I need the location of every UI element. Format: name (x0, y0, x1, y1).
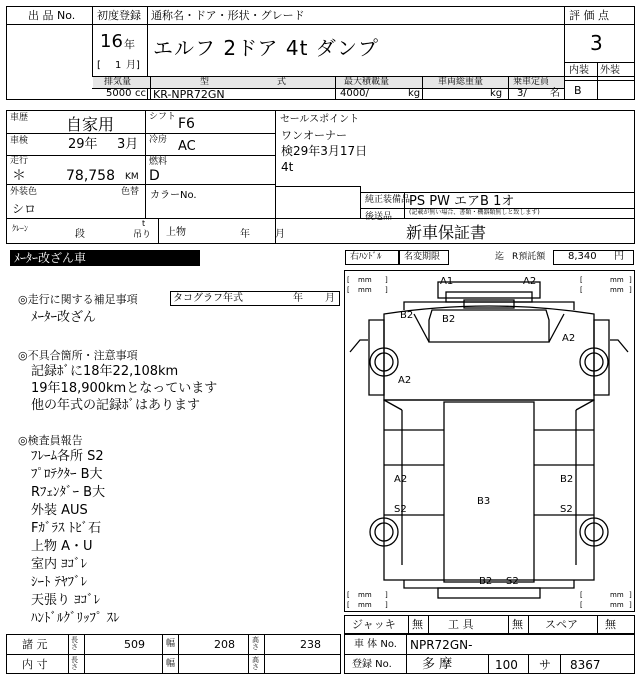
damage-mark: B2 (560, 474, 574, 485)
inspector-line: Rﾌｪﾝﾀﾞｰ B大 (31, 485, 106, 500)
damage-mark: A2 (394, 474, 408, 485)
dims-width: 208 (214, 638, 235, 651)
dims-length-label: 長さ (71, 636, 78, 651)
mm-bracket: ] (385, 601, 388, 609)
mm-label: mm (358, 591, 372, 599)
max-load: 4000/ (340, 88, 369, 99)
color: シロ (12, 202, 37, 216)
first-reg-month-unit: 月] (126, 60, 140, 71)
inspector-line: 天張り ﾖｺﾞﾚ (31, 593, 101, 608)
first-reg-label: 初度登録 (97, 9, 141, 22)
mm-bracket: [ (580, 591, 583, 599)
tools-value: 無 (512, 618, 523, 631)
name-change-until: 迄 (495, 252, 505, 262)
inner-height-label: 高さ (252, 656, 259, 671)
damage-mark: S2 (560, 504, 573, 515)
ac-label: 冷房 (149, 135, 168, 145)
shift-label: シフト (149, 112, 177, 122)
mm-label: mm (610, 601, 624, 609)
inspector-line: ﾊﾝﾄﾞﾙｸﾞﾘｯﾌﾟ ｽﾚ (31, 611, 120, 626)
inspection-label: 車検 (10, 136, 29, 146)
history: 自家用 (66, 115, 115, 134)
mm-bracket: ] (629, 591, 632, 599)
mm-bracket: ] (629, 601, 632, 609)
mm-label: mm (358, 601, 372, 609)
mileage-mark: ＊ (12, 168, 26, 184)
sales-point-title: セールスポイント (280, 114, 360, 125)
interior-grade: B (574, 84, 582, 97)
displacement: 5000 (106, 88, 132, 99)
warranty: 新車保証書 (406, 223, 487, 242)
capacity: 3/ (517, 88, 527, 99)
overall-score: 3 (590, 31, 603, 55)
inspector-line: ｼｰﾄ ﾃﾔﾌﾞﾚ (31, 575, 88, 590)
gross-weight-label: 車両総重量 (438, 77, 484, 87)
capacity-label: 乗車定員 (513, 77, 550, 87)
tools-label: 工 具 (448, 618, 474, 631)
sales-line-3: 4t (281, 160, 294, 174)
dims-width-label: 幅 (166, 639, 176, 649)
damage-mark: B2 (479, 576, 493, 587)
mm-label: mm (610, 276, 624, 284)
recycle-fee: 8,340 (568, 251, 597, 262)
recycle-fee-label: R預託額 (512, 252, 546, 262)
inspection-month: 3月 (117, 137, 139, 152)
inspector-line: ﾌﾚｰﾑ各所 S2 (31, 449, 104, 464)
mm-label: mm (610, 591, 624, 599)
mm-bracket: [ (580, 286, 583, 294)
supplement-title: ◎走行に関する補足事項 (18, 293, 138, 306)
exterior-label: 外装 (600, 65, 620, 76)
car-name-label: 通称名・ドア・形状・グレード (151, 9, 305, 22)
gross-weight-unit: kg (490, 88, 503, 99)
chassis-number: NPR72GN- (410, 638, 473, 652)
mm-bracket: ] (385, 276, 388, 284)
car-name: エルフ 2ドア 4t ダンプ (153, 36, 379, 60)
registration-area: 多 摩 (422, 657, 453, 672)
max-load-label: 最大積載量 (344, 77, 390, 87)
interior-label: 内装 (569, 65, 589, 76)
registration-number: 8367 (570, 658, 601, 672)
mm-bracket: [ (347, 276, 350, 284)
history-label: 車歴 (10, 113, 29, 123)
mm-bracket: [ (580, 601, 583, 609)
damage-mark: A2 (523, 276, 537, 287)
dims-label: 諸 元 (22, 638, 48, 651)
inspector-line: 室内 ﾖｺﾞﾚ (31, 557, 88, 572)
mm-bracket: [ (347, 286, 350, 294)
registration-label: 登録 No. (352, 659, 392, 670)
displacement-label: 排気量 (104, 77, 132, 87)
upper-year: 年 (240, 229, 250, 240)
inspector-line: ﾌﾟﾛﾃｸﾀｰ B大 (31, 467, 103, 482)
meter-alert-banner: ﾒｰﾀｰ改ざん車 (10, 250, 200, 266)
inner-width-label: 幅 (166, 659, 176, 669)
ac: AC (178, 139, 196, 154)
mileage: 78,758 (66, 168, 115, 184)
displacement-unit: cc (135, 88, 146, 99)
damage-mark: A2 (562, 333, 576, 344)
mm-bracket: ] (385, 591, 388, 599)
first-reg-month-bracket: [ (97, 60, 101, 71)
color-no-label: カラーNo. (150, 190, 197, 201)
inner-length-label: 長さ (71, 656, 78, 671)
first-reg-year: 16 (100, 31, 123, 52)
color-label: 外装色 (10, 187, 38, 197)
name-change-label: 名変期限 (404, 252, 441, 262)
crane-ton: t (142, 219, 146, 228)
upper-month: 月 (275, 229, 285, 240)
aftermarket-note: (記載が無い場合、書類・機器類無しと致します) (409, 209, 540, 216)
damage-mark: B2 (442, 314, 456, 325)
mm-label: mm (610, 286, 624, 294)
mm-bracket: ] (385, 286, 388, 294)
model-label: 型 (200, 77, 210, 87)
score-label: 評 価 点 (569, 9, 609, 22)
damage-mark: A2 (398, 375, 412, 386)
dims-length: 509 (124, 638, 145, 651)
mm-bracket: ] (629, 276, 632, 284)
dims-height: 238 (300, 638, 321, 651)
defect-line: 他の年式の記録ﾎﾞはあります (31, 398, 201, 413)
inspector-line: Fｶﾞﾗｽ ﾄﾋﾞ石 (31, 521, 102, 536)
damage-mark: S2 (506, 576, 519, 587)
equipment-label: 純正装備品 (365, 195, 411, 205)
inspector-title: ◎検査員報告 (18, 434, 83, 447)
fuel-label: 燃料 (149, 157, 168, 167)
crane-stage: 段 (75, 229, 85, 240)
dims-height-label: 高さ (252, 636, 259, 651)
registration-class: 100 (495, 658, 518, 672)
drive-side: 右ﾊﾝﾄﾞﾙ (350, 252, 382, 262)
shift: F6 (178, 116, 195, 132)
sales-line-1: ワンオーナー (281, 129, 347, 142)
jack-value: 無 (412, 618, 423, 631)
inspection-year: 29年 (68, 137, 98, 152)
spare-label: スペア (545, 618, 578, 631)
damage-mark: B2 (400, 310, 414, 321)
crane-label: ｸﾚｰﾝ (12, 224, 28, 233)
tachograph-year: 年 (293, 293, 303, 304)
inspector-line: 上物 A・U (31, 539, 93, 554)
first-reg-year-unit: 年 (124, 38, 135, 51)
defect-line: 19年18,900kmとなっています (31, 381, 218, 396)
damage-mark: A1 (440, 276, 454, 287)
inner-dims-label: 内 寸 (22, 658, 48, 671)
crane-hang: 吊り (133, 230, 152, 240)
max-load-unit: kg (408, 88, 421, 99)
aftermarket-label: 後送品 (365, 212, 393, 222)
spare-value: 無 (605, 618, 616, 631)
color-change-label: 色替 (121, 187, 140, 197)
damage-mark: S2 (394, 504, 407, 515)
model-label-2: 式 (277, 77, 287, 87)
jack-label: ジャッキ (352, 618, 396, 631)
mm-bracket: [ (347, 591, 350, 599)
mm-label: mm (358, 286, 372, 294)
mileage-label: 走行 (10, 156, 29, 166)
registration-kana: サ (539, 658, 552, 672)
mileage-unit: KM (125, 172, 139, 182)
truck-diagram (344, 270, 635, 612)
first-reg-month: 1 (115, 60, 122, 71)
equipment-value: PS PW エアB 1オ (409, 194, 515, 209)
tachograph-label: タコグラフ年式 (173, 293, 243, 304)
mm-bracket: ] (629, 286, 632, 294)
supplement-text: ﾒｰﾀｰ改ざん (31, 310, 97, 325)
sales-line-2: 検29年3月17日 (281, 144, 368, 158)
defects-title: ◎不具合箇所・注意事項 (18, 349, 138, 362)
mm-bracket: [ (580, 276, 583, 284)
inspector-line: 外装 AUS (31, 503, 88, 518)
mm-bracket: [ (347, 601, 350, 609)
chassis-label: 車 体 No. (354, 639, 397, 650)
fuel: D (149, 168, 160, 184)
tachograph-month: 月 (325, 293, 335, 304)
mm-label: mm (358, 276, 372, 284)
model-code: KR-NPR72GN (153, 88, 225, 101)
capacity-unit: 名 (550, 88, 560, 99)
defect-line: 記録ﾎﾞに18年22,108km (31, 364, 179, 379)
lot-no-label: 出 品 No. (28, 9, 76, 22)
upper-label: 上物 (166, 227, 186, 238)
recycle-fee-unit: 円 (614, 251, 624, 262)
damage-mark: B3 (477, 496, 491, 507)
